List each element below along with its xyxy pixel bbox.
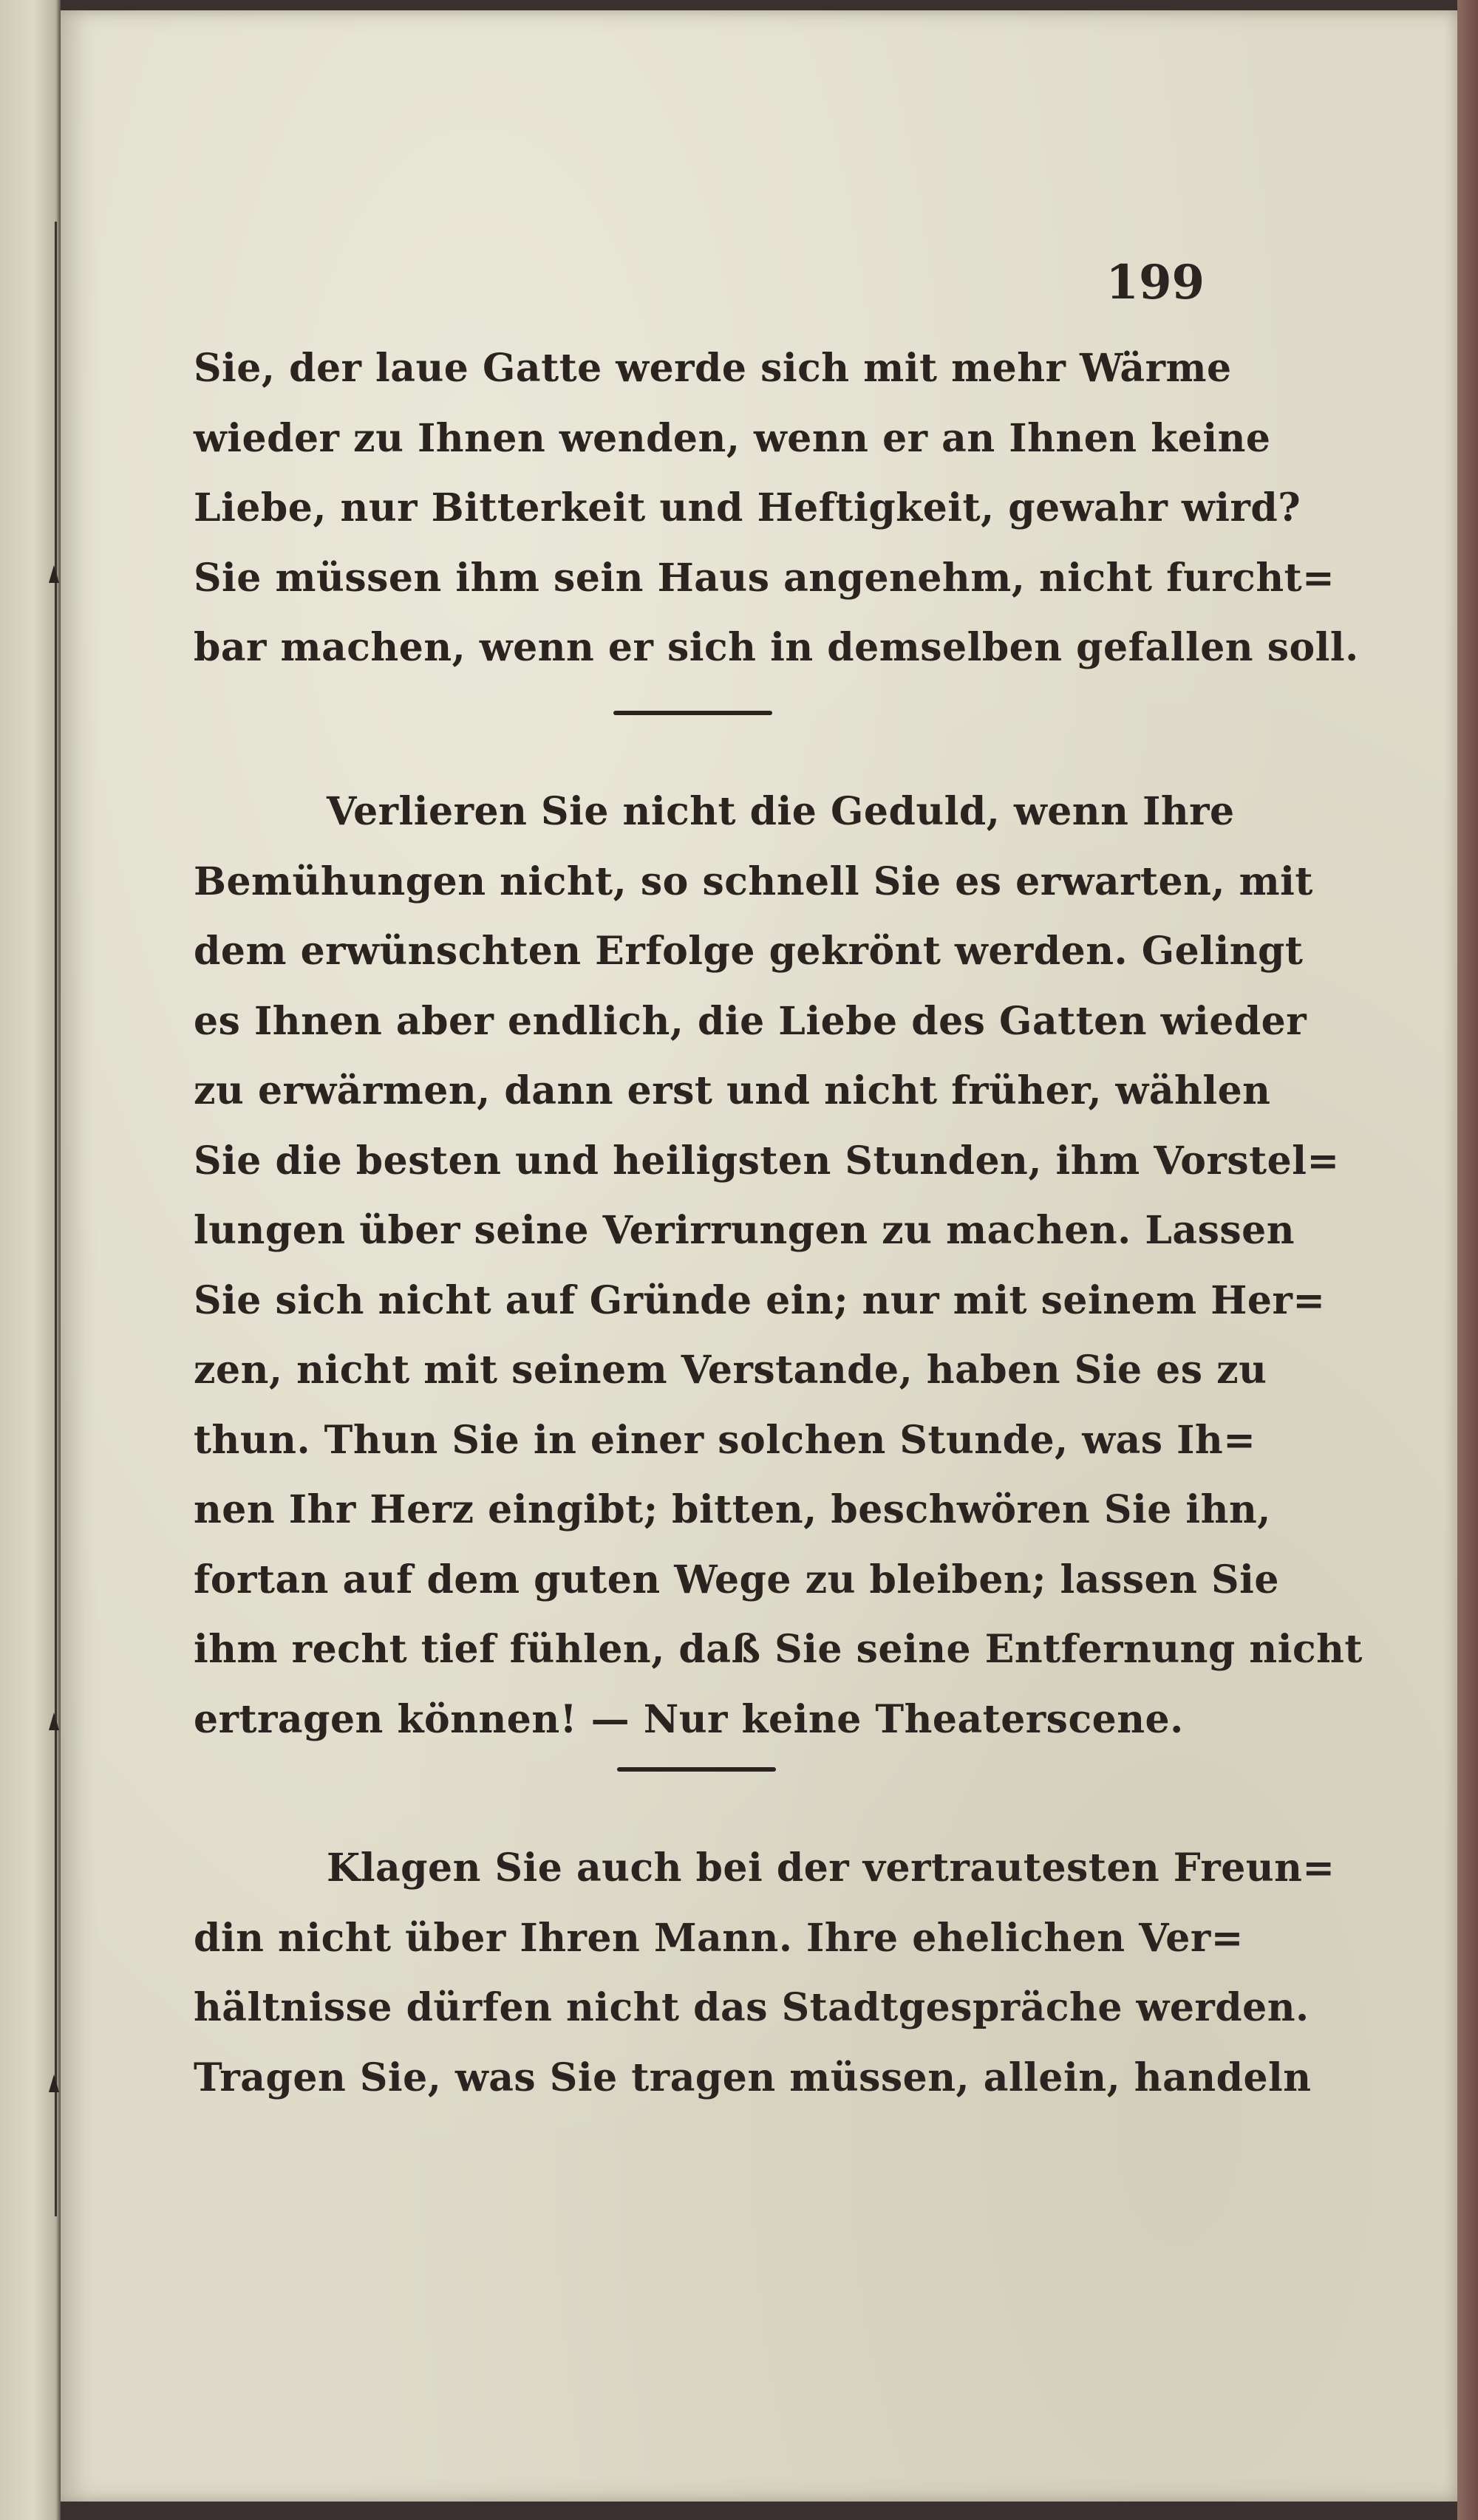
text-line: lungen über seine Verirrungen zu machen. Lassen (194, 1208, 1295, 1253)
text-line: Sie die besten und heiligsten Stunden, ihm Vorstel= (194, 1138, 1340, 1184)
text-line: bar machen, wenn er sich in demselben gefallen soll. (194, 625, 1359, 670)
text-line: zu erwärmen, dann erst und nicht früher, wählen (194, 1068, 1271, 1113)
text-line: Sie, der laue Gatte werde sich mit mehr Wärme (194, 346, 1232, 391)
page-gutter-line (55, 222, 57, 2216)
text-line: Sie müssen ihm sein Haus angenehm, nicht furcht= (194, 555, 1335, 601)
text-line: fortan auf dem guten Wege zu bleiben; lassen Sie (194, 1557, 1279, 1602)
paragraph-continuation (194, 334, 1359, 683)
text-line: dem erwünschten Erfolge gekrönt werden. Gelingt (194, 929, 1304, 974)
text-line: Bemühungen nicht, so schnell Sie es erwarten, mit (194, 858, 1313, 904)
text-line: zen, nicht mit seinem Verstande, haben Sie es zu (194, 1348, 1267, 1393)
text-line: ihm recht tief fühlen, daß Sie seine Entfernung nicht (194, 1627, 1363, 1672)
paragraph (194, 777, 1363, 1755)
text-line: Klagen Sie auch bei der vertrautesten Freun= (327, 1845, 1335, 1891)
text-line: Sie sich nicht auf Gründe ein; nur mit seinem Her= (194, 1277, 1326, 1323)
page-number: 199 (1106, 255, 1205, 310)
section-divider (613, 711, 772, 715)
text-line: es Ihnen aber endlich, die Liebe des Gatten wieder (194, 998, 1307, 1044)
text-line: thun. Thun Sie in einer solchen Stunde, was Ih= (194, 1417, 1256, 1463)
book-cover-edge (1457, 0, 1478, 2520)
section-divider (617, 1767, 776, 1772)
text-line: wieder zu Ihnen wenden, wenn er an Ihnen keine (194, 415, 1271, 461)
paragraph (194, 1834, 1335, 2113)
text-line: Liebe, nur Bitterkeit und Heftigkeit, gewahr wird? (194, 485, 1301, 530)
text-line: Verlieren Sie nicht die Geduld, wenn Ihre (327, 789, 1235, 834)
text-line: din nicht über Ihren Mann. Ihre ehelichen Ver= (194, 1915, 1244, 1961)
text-line: ertragen können! — Nur keine Theaterscene. (194, 1696, 1184, 1742)
previous-page-edge (0, 0, 61, 2520)
text-line: nen Ihr Herz eingibt; bitten, beschwören Sie ihn, (194, 1487, 1271, 1532)
text-line: Tragen Sie, was Sie tragen müssen, allein, handeln (194, 2055, 1312, 2100)
text-line: hältnisse dürfen nicht das Stadtgespräche werden. (194, 1985, 1310, 2030)
